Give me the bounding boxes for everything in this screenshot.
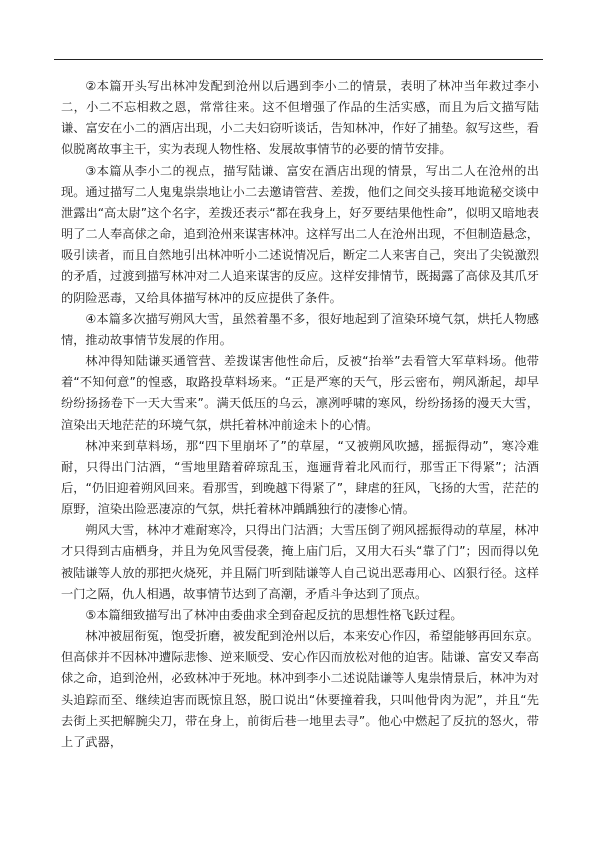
- paragraph-wind-snow-2: 林冲来到草料场，那“四下里崩坏了”的草屋，“又被朔风吹撼，摇振得动”，寒冷难耐，只得出门沽酒，“雪地里踏着碎琼乱玉，迤逦背着北风而行，那雪正下得紧”；沽酒后，“仍旧迎着朔风回来。看那雪，到晚越下得紧了”，肆虐的狂风，飞扬的大雪，茫茫的原野，渲染出险恶凄凉的气氛，烘托着林冲踽踽独行的凄惨心情。: [61, 438, 539, 517]
- body-text: [61, 76, 539, 753]
- paragraph-wind-snow-1: 林冲得知陆谦买通管营、差拨谋害他性命后，反被“抬举”去看管大军草料场。他带着“不知何意”的惶惑，取路投草料场来。“正是严寒的天气，彤云密布，朔风渐起，却早纷纷扬扬卷下一天大雪来”。满天低压的乌云，凛冽呼啸的寒风，纷纷扬扬的漫天大雪，渲染出天地茫茫的环境气氛，烘托着林冲前途未卜的心情。: [61, 354, 539, 432]
- paragraph-2-opening: ②本篇开头写出林冲发配到沧州以后遇到李小二的情景，表明了林冲当年救过李小二，小二不忘相救之恩，常常往来。这不但增强了作品的生活实感，而且为后文描写陆谦、富安在小二的酒店出现，小二夫妇窃听谈话，告知林冲，作好了捕垫。叙写这些，看似脱离故事主干，实为表现人物性格、发展故事情节的必要的情节安排。: [61, 79, 539, 157]
- paragraph-5-character: ⑤本篇细致描写出了林冲由委曲求全到奋起反抗的思想性格飞跃过程。: [85, 607, 463, 622]
- paragraph-wind-snow-3: 朔风大雪，林冲才难耐寒冷，只得出门沽酒；大雪压倒了朔风摇振得动的草屋，林冲才只得到古庙栖身，并且为免风雪侵袭，掩上庙门后，又用大石头“靠了门”；因而得以免被陆谦等人放的那把火烧死，并且隔门听到陆谦等人自己说出恶毒用心、凶狠行径。这样一门之隔，仇人相遇，故事情节达到了高潮，矛盾斗争达到了顶点。: [61, 523, 539, 601]
- paragraph-4-wind-snow: ④本篇多次描写朔风大雪，虽然着墨不多，很好地起到了渲染环境气氛，烘托人物感情，推动故事情节发展的作用。: [61, 311, 539, 347]
- paragraph-3-viewpoint: ③本篇从李小二的视点，描写陆谦、富安在酒店出现的情景，写出二人在沧州的出现。通过描写二人鬼鬼祟祟地让小二去邀请管营、差拨，他们之间交头接耳地诡秘交谈中泄露出“高太尉”这个名字，差拨还表示“都在我身上，好歹要结果他性命”，似明又暗地表明了二人奉高俅之命，追到沧州来谋害林冲。这样写出二人在沧州出现，不但制造悬念，吸引读者，而且自然地引出林冲听小二述说情况后，断定二人来害自己，突出了尖锐激烈的矛盾，过渡到描写林冲对二人追来谋害的反应。这样安排情节，既揭露了高俅及其爪牙的阴险恶毒，又给具体描写林冲的反应提供了条件。: [61, 163, 539, 305]
- header-rule: [54, 59, 543, 60]
- paragraph-character-1: 林冲被屈衔冤，饱受折磨，被发配到沧州以后，本来安心作囚，希望能够再回东京。但高俅并不因林冲遭际悲惨、逆来顺受、安心作囚而放松对他的迫害。陆谦、富安又奉高俅之命，追到沧州，必致林冲于死地。林冲到李小二述说陆谦等人鬼祟情景后，林冲为对头追踪而至、继续迫害而既惊且怒，脱口说出“休要撞着我，只叫他骨肉为泥”，并且“先去街上买把解腕尖刀，带在身上，前街后巷一地里去寻”。他心中燃起了反抗的怒火，带上了武器，: [61, 629, 539, 749]
